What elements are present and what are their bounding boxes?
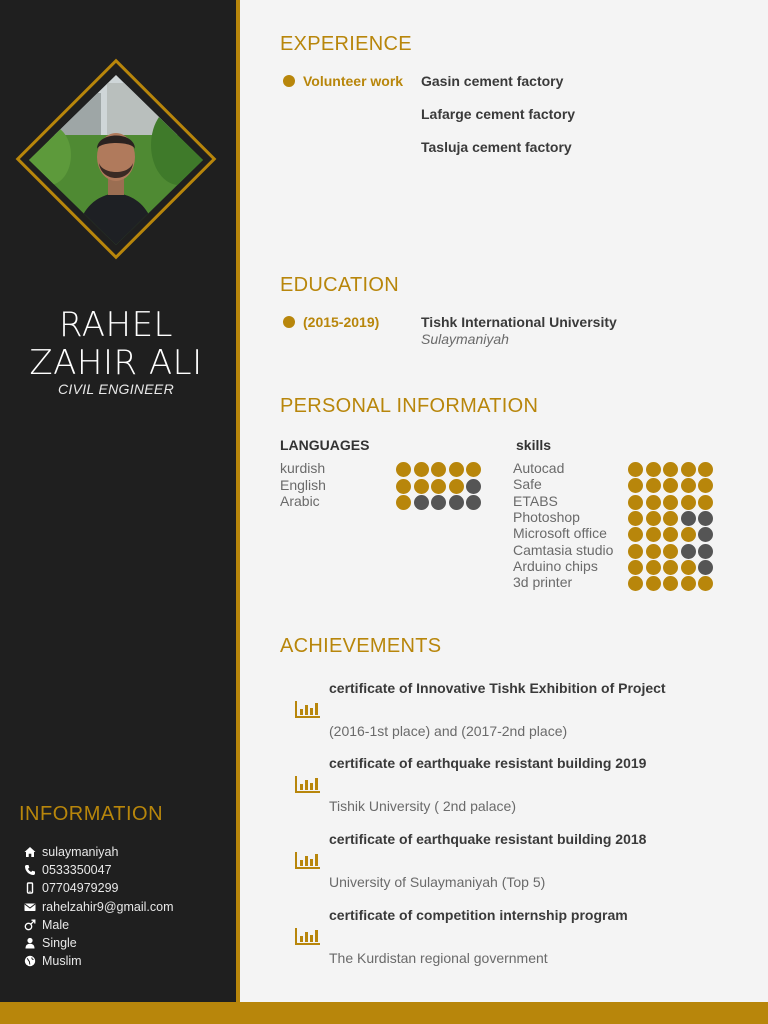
skill-name: Autocad <box>513 460 565 476</box>
rating-dot-filled <box>663 527 678 542</box>
skill-rating-dots <box>628 544 713 559</box>
rating-dot-empty <box>698 527 713 542</box>
personal-info-heading: PERSONAL INFORMATION <box>280 395 539 417</box>
rating-dot-filled <box>628 511 643 526</box>
rating-dot-filled <box>698 478 713 493</box>
language-name: Arabic <box>280 493 320 509</box>
language-row <box>280 460 325 476</box>
language-name: English <box>280 476 326 493</box>
skill-name: Safe <box>513 476 542 493</box>
rating-dot-filled <box>396 479 411 494</box>
bar-chart-icon <box>294 774 322 794</box>
mobile-icon <box>24 882 36 894</box>
rating-dot-filled <box>449 462 464 477</box>
language-row <box>280 477 326 493</box>
last-name: ZAHIR ALI <box>29 343 203 383</box>
info-religion: Muslim <box>42 954 82 969</box>
skill-rating-dots <box>628 462 713 477</box>
education-heading: EDUCATION <box>280 274 399 296</box>
language-name: kurdish <box>280 460 326 476</box>
information-list <box>24 843 174 970</box>
rating-dot-filled <box>628 527 643 542</box>
experience-heading: EXPERIENCE <box>280 33 412 55</box>
rating-dot-filled <box>466 462 481 477</box>
rating-dot-filled <box>646 576 661 591</box>
rating-dot-empty <box>698 560 713 575</box>
rating-dot-filled <box>431 462 446 477</box>
user-icon <box>24 937 36 949</box>
info-item-phone <box>24 861 174 879</box>
rating-dot-filled <box>414 479 429 494</box>
skill-name: Microsoft office <box>513 525 607 542</box>
education-city: Sulaymaniyah <box>421 331 509 347</box>
phone-icon <box>24 864 36 876</box>
job-title: CIVIL ENGINEER <box>58 381 174 397</box>
candidate-name <box>0 306 232 382</box>
skill-rating-dots <box>628 527 713 542</box>
skill-row <box>513 509 580 525</box>
rating-dot-filled <box>663 462 678 477</box>
info-mobile: 07704979299 <box>42 881 119 896</box>
info-item-mobile <box>24 879 174 897</box>
skill-rating-dots <box>628 495 713 510</box>
skill-name: 3d printer <box>513 574 573 591</box>
rating-dot-filled <box>414 462 429 477</box>
rating-dot-empty <box>681 511 696 526</box>
rating-dot-filled <box>681 576 696 591</box>
info-address: sulaymaniyah <box>42 845 119 860</box>
bar-chart-icon <box>294 926 322 946</box>
achievement-title: certificate of competition internship program <box>329 907 628 923</box>
skill-rating-dots <box>628 576 713 591</box>
rating-dot-filled <box>628 560 643 575</box>
rating-dot-filled <box>663 576 678 591</box>
achievement-title: certificate of earthquake resistant building 2019 <box>329 755 647 771</box>
sidebar-divider <box>236 0 240 1002</box>
male-icon <box>24 919 36 931</box>
experience-label: Volunteer work <box>303 73 404 89</box>
skill-row <box>513 476 542 492</box>
rating-dot-filled <box>698 495 713 510</box>
rating-dot-empty <box>466 495 481 510</box>
language-rating-dots <box>396 479 481 494</box>
rating-dot-filled <box>698 576 713 591</box>
skill-name: ETABS <box>513 492 558 509</box>
experience-item: Lafarge cement factory <box>421 106 576 122</box>
skill-row <box>513 542 613 558</box>
language-row <box>280 493 320 509</box>
rating-dot-empty <box>698 511 713 526</box>
skill-name: Photoshop <box>513 508 580 525</box>
rating-dot-filled <box>681 560 696 575</box>
experience-item: Tasluja cement factory <box>421 139 572 155</box>
achievement-detail: (2016-1st place) and (2017-2nd place) <box>329 723 568 739</box>
language-rating-dots <box>396 462 481 477</box>
rating-dot-filled <box>449 479 464 494</box>
home-icon <box>24 846 36 858</box>
info-item-email <box>24 898 174 916</box>
info-item-status <box>24 934 174 952</box>
info-item-religion <box>24 952 174 970</box>
rating-dot-filled <box>681 495 696 510</box>
info-phone: 0533350047 <box>42 863 112 878</box>
rating-dot-filled <box>628 495 643 510</box>
skill-row <box>513 525 607 541</box>
rating-dot-filled <box>646 495 661 510</box>
skill-row <box>513 574 572 590</box>
education-period: (2015-2019) <box>303 314 380 330</box>
skill-name: Arduino chips <box>513 557 598 574</box>
rating-dot-filled <box>646 527 661 542</box>
rating-dot-filled <box>628 544 643 559</box>
rating-dot-empty <box>449 495 464 510</box>
skill-row <box>513 493 558 509</box>
rating-dot-filled <box>681 462 696 477</box>
bar-chart-icon <box>294 850 322 870</box>
skill-name: Camtasia studio <box>513 541 614 558</box>
info-item-address <box>24 843 174 861</box>
rating-dot-filled <box>628 462 643 477</box>
achievement-detail: The Kurdistan regional government <box>329 950 548 966</box>
rating-dot-filled <box>663 495 678 510</box>
rating-dot-filled <box>628 576 643 591</box>
info-gender: Male <box>42 917 70 932</box>
skill-row <box>513 460 564 476</box>
rating-dot-empty <box>414 495 429 510</box>
rating-dot-filled <box>646 560 661 575</box>
rating-dot-filled <box>663 544 678 559</box>
rating-dot-filled <box>646 462 661 477</box>
experience-bullet <box>283 75 295 87</box>
experience-item: Gasin cement factory <box>421 73 564 89</box>
rating-dot-filled <box>663 478 678 493</box>
language-rating-dots <box>396 495 481 510</box>
info-status: Single <box>42 936 77 951</box>
languages-heading: LANGUAGES <box>280 437 370 453</box>
rating-dot-filled <box>431 479 446 494</box>
achievements-heading: ACHIEVEMENTS <box>280 635 442 657</box>
achievement-detail: University of Sulaymaniyah (Top 5) <box>329 874 546 890</box>
rating-dot-filled <box>396 495 411 510</box>
globe-icon <box>24 955 36 967</box>
rating-dot-filled <box>698 462 713 477</box>
rating-dot-empty <box>431 495 446 510</box>
information-heading: INFORMATION <box>19 803 164 825</box>
envelope-icon <box>24 901 36 913</box>
achievement-title: certificate of Innovative Tishk Exhibition of Project <box>329 680 666 696</box>
rating-dot-filled <box>628 478 643 493</box>
rating-dot-filled <box>646 511 661 526</box>
rating-dot-filled <box>681 527 696 542</box>
photo-diamond-border <box>16 59 217 260</box>
bar-chart-icon <box>294 699 322 719</box>
rating-dot-empty <box>698 544 713 559</box>
skill-rating-dots <box>628 511 713 526</box>
achievement-title: certificate of earthquake resistant building 2018 <box>329 831 647 847</box>
skills-heading: skills <box>516 437 552 453</box>
profile-photo-frame <box>10 58 222 260</box>
rating-dot-filled <box>646 544 661 559</box>
rating-dot-empty <box>681 544 696 559</box>
rating-dot-filled <box>396 462 411 477</box>
skill-rating-dots <box>628 560 713 575</box>
info-email: rahelzahir9@gmail.com <box>42 899 174 914</box>
rating-dot-empty <box>466 479 481 494</box>
achievement-detail: Tishik University ( 2nd palace) <box>329 798 516 814</box>
rating-dot-filled <box>646 478 661 493</box>
rating-dot-filled <box>681 478 696 493</box>
skill-rating-dots <box>628 478 713 493</box>
bottom-accent-bar <box>0 1002 768 1024</box>
education-bullet <box>283 316 295 328</box>
education-institution: Tishk International University <box>421 314 617 330</box>
first-name: RAHEL <box>59 305 173 345</box>
skill-row <box>513 558 598 574</box>
rating-dot-filled <box>663 560 678 575</box>
rating-dot-filled <box>663 511 678 526</box>
info-item-gender <box>24 916 174 934</box>
